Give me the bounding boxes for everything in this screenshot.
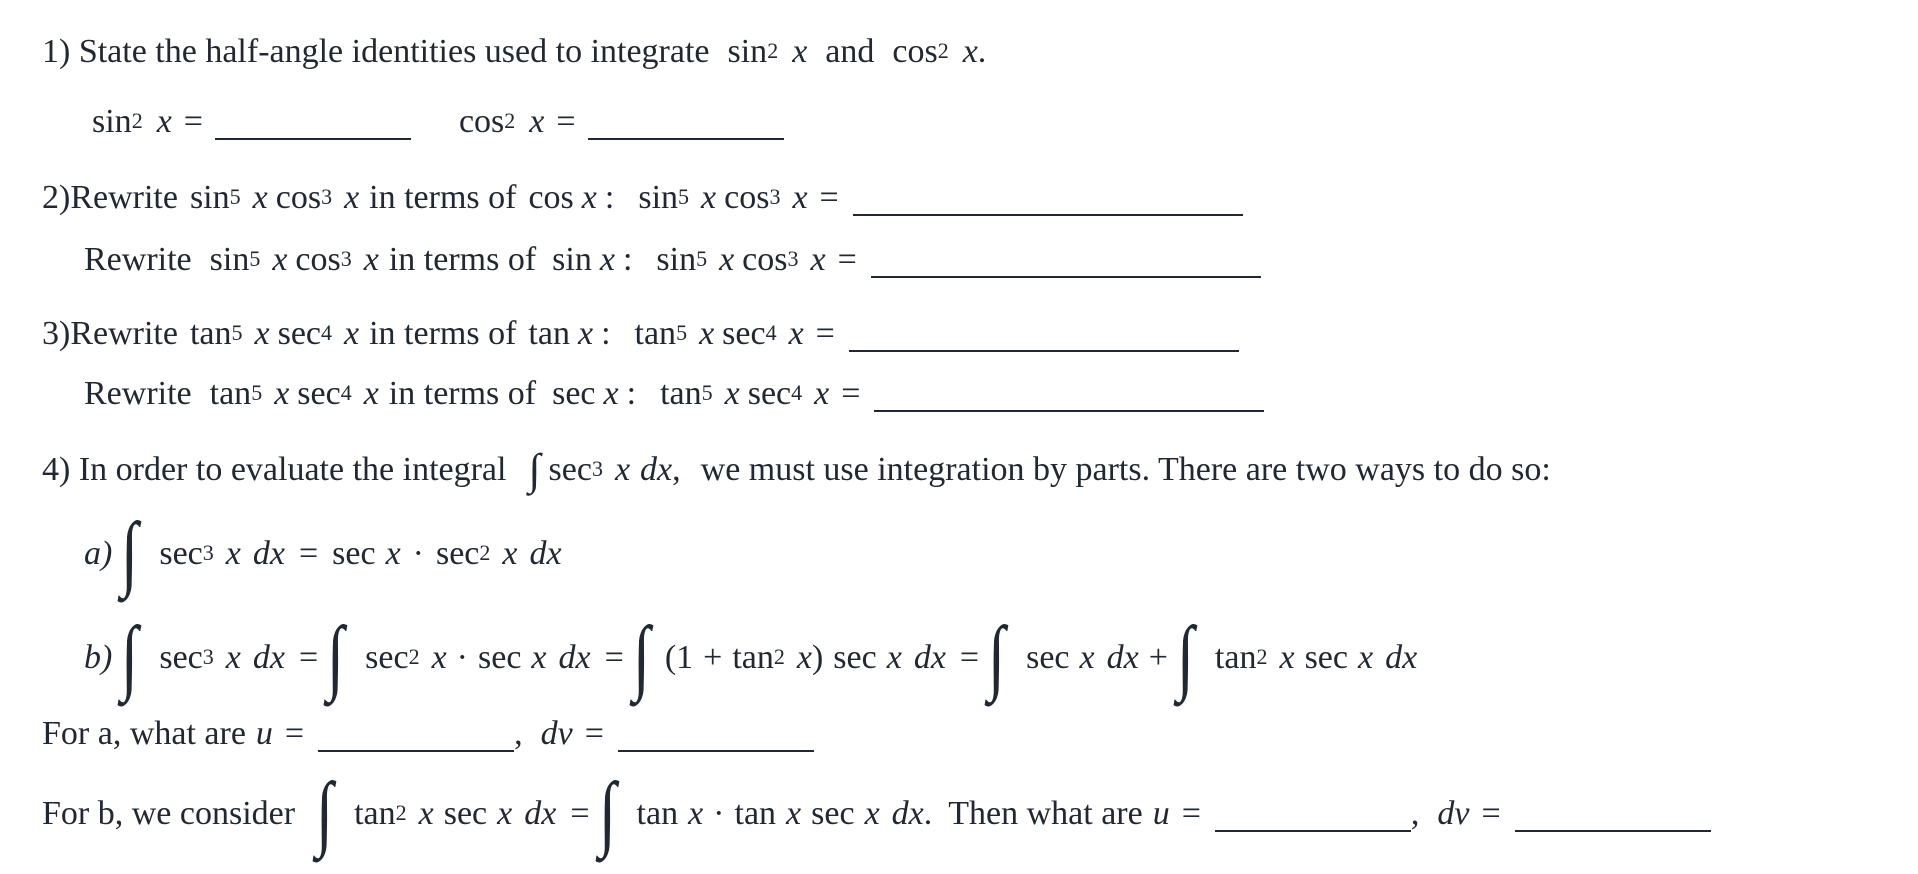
q4b-eq-2: = — [604, 639, 624, 676]
q4b-dx-1: dx — [252, 639, 285, 676]
q4-for-b-eq-2: = — [1181, 795, 1201, 832]
q4-for-b-x-2: x — [497, 795, 513, 832]
q4a-x-3: x — [502, 535, 518, 572]
q4-intro-after: we must use integration by parts. There are two ways to do so: — [700, 451, 1551, 488]
q4-intro-x: x — [614, 451, 631, 488]
q3-x-2: x — [344, 315, 360, 352]
q4-for-b-dv: dv — [1437, 795, 1470, 832]
q4-for-b-dx-1: dx — [524, 795, 557, 832]
q3-target-x: x — [577, 315, 594, 352]
q2b-x: x — [272, 241, 288, 278]
q4b-dx-3: dx — [913, 639, 946, 676]
q4-intro-before: 4) In order to evaluate the integral — [42, 451, 507, 488]
q4b-tan-2: tan — [1214, 639, 1257, 676]
q2-eq: = — [819, 179, 839, 216]
q1-period: . — [977, 33, 987, 70]
q1-sin-fn-ans: sin — [92, 103, 132, 140]
q3b-eq: = — [841, 375, 861, 412]
q3-line-a: 3)Rewrite tan $^5$ x sec $^4$ x in terms of tan x : tan $^5$ x sec $^4$ x = — [42, 312, 1239, 356]
q4-intro-comma: , — [672, 451, 681, 488]
q1-and-word: and — [825, 33, 875, 70]
q4-for-a-eq-1: = — [284, 715, 305, 752]
q4-for-b-dv-blank[interactable] — [1515, 829, 1711, 832]
q4b-one: 1 — [676, 639, 694, 676]
q4-for-b-tan: tan — [354, 795, 396, 832]
q2-label-b: Rewrite — [84, 241, 192, 278]
q2-target-x: x — [581, 179, 597, 216]
q4b-rparen: ) — [811, 639, 824, 676]
q4-for-b-then: Then what are — [948, 795, 1143, 832]
q4b-x-3: x — [531, 639, 547, 676]
q4-for-b-x-3: x — [688, 795, 704, 832]
q4-for-b-sec-1: sec — [443, 795, 488, 832]
q4b-x-8: x — [1357, 639, 1374, 676]
q4b-tan-1: tan — [732, 639, 774, 676]
q4-for-b-x-5: x — [864, 795, 880, 832]
q2-cos-blank[interactable] — [853, 213, 1243, 216]
q3b-x: x — [274, 375, 290, 412]
q3-sec-blank[interactable] — [874, 409, 1264, 412]
q2-cos-fn-r: cos — [724, 179, 770, 216]
q4b-dx-5: dx — [1385, 639, 1418, 676]
q3b-target-fn: sec — [552, 375, 596, 412]
q1-answer-line: sin $^2$ x = cos $^2$ x = — [92, 100, 784, 144]
q3-line-b: Rewrite tan $^5$ x sec $^4$ x in terms of sec x : tan $^5$ x sec $^4$ x = — [84, 372, 1264, 416]
q3-in-terms-of: in terms of — [369, 315, 517, 352]
q4-for-b-u: u — [1152, 795, 1170, 832]
q2-target-fn: cos — [528, 179, 574, 216]
q4b-lparen: ( — [664, 639, 677, 676]
q4-for-b-cdot: · — [713, 795, 725, 832]
q2b-in-terms-of: in terms of — [388, 241, 537, 278]
q4a-sec: sec — [159, 535, 203, 572]
q4-for-b-eq-3: = — [1481, 795, 1501, 832]
q4-for-a-text: For a, what are — [42, 715, 246, 752]
q4-for-a-u: u — [255, 715, 273, 752]
q2-line-b: Rewrite sin $^5$ x cos $^3$ x in terms of sin x : sin $^5$ x cos $^3$ x = — [84, 238, 1261, 282]
q4-part-a-line: a) ∫ sec $^3$ x dx = sec x · sec $^2$ x dx — [84, 506, 562, 599]
q2-in-terms-of: in terms of — [369, 179, 517, 216]
q3b-sec-fn: sec — [297, 375, 341, 412]
q2-sin-fn: sin — [189, 179, 230, 216]
q4b-eq-1: = — [298, 639, 319, 676]
q3-eq: = — [815, 315, 835, 352]
q1-cos-blank[interactable] — [588, 137, 784, 140]
q1-x-var-2: x — [962, 33, 978, 70]
q4-for-b-line: For b, we consider ∫ tan $^2$ x sec x dx = ∫ tan x · tan x sec x dx . Then what are u = , dv = — [42, 792, 1711, 836]
q2b-sin-fn: sin — [209, 241, 250, 278]
q3-target-fn: tan — [528, 315, 570, 352]
q4-for-b-tan-3: tan — [734, 795, 777, 832]
q3-colon: : — [601, 315, 611, 352]
q4b-sec-2: sec — [365, 639, 409, 676]
q4-for-b-u-blank[interactable] — [1215, 829, 1411, 832]
q4b-sec-5: sec — [1026, 639, 1070, 676]
q4b-eq-3: = — [959, 639, 980, 676]
q3-tan-blank[interactable] — [849, 349, 1239, 352]
q2b-target-fn: sin — [552, 241, 592, 278]
q4b-x-2: x — [431, 639, 447, 676]
q4-for-a-dv-blank[interactable] — [618, 749, 814, 752]
q3-x-r: x — [699, 315, 715, 352]
q3-tan-fn: tan — [189, 315, 232, 352]
q4-intro-line: 4) In order to evaluate the integral ∫ sec $^3$ x dx , we must use integration by parts. There are two ways to do so: — [42, 445, 1551, 494]
q4b-dx-2: dx — [558, 639, 591, 676]
q1-x-ans: x — [156, 103, 172, 140]
q2b-target-x: x — [599, 241, 615, 278]
q2b-x-r: x — [719, 241, 735, 278]
q4-for-a-dv: dv — [540, 715, 573, 752]
q2-colon: : — [604, 179, 615, 216]
q4-for-a-comma: , — [514, 715, 523, 752]
q4-part-b-line: b) ∫ sec $^3$ x dx = ∫ sec $^2$ x · sec x dx = ∫ ( 1 + tan $^2$ x ) sec x dx = ∫ sec x dx + ∫ tan $^2$ x sec x dx — [84, 610, 1418, 703]
q2b-cos-fn-r: cos — [742, 241, 788, 278]
q3-sec-fn-r: sec — [722, 315, 766, 352]
q2b-sin-fn-r: sin — [656, 241, 697, 278]
q3b-target-x: x — [603, 375, 619, 412]
q4a-cdot: · — [412, 535, 424, 572]
q2-label-a: 2)Rewrite — [42, 179, 178, 216]
q4a-dx-2: dx — [529, 535, 562, 572]
q1-cos-fn: cos — [892, 33, 938, 70]
q3b-x-r: x — [724, 375, 740, 412]
q4-for-b-text: For b, we consider — [42, 795, 296, 832]
q4a-sec-3: sec — [435, 535, 480, 572]
q4-intro-dx: dx — [640, 451, 673, 488]
q4a-dx: dx — [252, 535, 285, 572]
q4-for-b-sec-2: sec — [811, 795, 855, 832]
q3b-in-terms-of: in terms of — [388, 375, 537, 412]
q1-eq-1: = — [183, 103, 203, 140]
q2b-x-2: x — [363, 241, 379, 278]
q4-part-b-label: b) — [84, 639, 113, 676]
q4a-x-2: x — [385, 535, 401, 572]
q1-prompt-line: 1) State the half-angle identities used to integrate sin $^2$ x and cos $^2$ x . — [42, 30, 986, 74]
q4b-sec-1: sec — [159, 639, 203, 676]
q1-sin-blank[interactable] — [215, 137, 411, 140]
q2b-colon: : — [622, 241, 633, 278]
q4-for-b-eq-1: = — [570, 795, 590, 832]
q2-x: x — [252, 179, 268, 216]
q4b-x-7: x — [1279, 639, 1295, 676]
q4b-plus-1: + — [703, 639, 723, 676]
q4b-cdot: · — [456, 639, 468, 676]
q1-x-var: x — [792, 33, 808, 70]
q4b-x-6: x — [1079, 639, 1095, 676]
q4b-x-1: x — [225, 639, 241, 676]
q2b-x-r2: x — [810, 241, 826, 278]
q3-sec-fn: sec — [277, 315, 322, 352]
q4a-sec-2: sec — [332, 535, 376, 572]
q3-x-r2: x — [788, 315, 804, 352]
q3b-colon: : — [626, 375, 637, 412]
q4-intro-sec: sec — [548, 451, 592, 488]
q4-for-b-x-1: x — [418, 795, 434, 832]
q3b-x-r2: x — [814, 375, 830, 412]
q4b-dx-4: dx — [1106, 639, 1139, 676]
q1-sin-fn: sin — [727, 33, 768, 70]
q3b-sec-fn-r: sec — [747, 375, 792, 412]
q1-x-ans-2: x — [529, 103, 545, 140]
q4-for-b-tan-2: tan — [636, 795, 679, 832]
q2b-cos-fn: cos — [295, 241, 341, 278]
q4-for-a-line — [42, 712, 814, 756]
q4a-x: x — [225, 535, 241, 572]
q1-prompt-text: 1) State the half-angle identities used to integrate — [42, 33, 710, 70]
q3-label-a: 3)Rewrite — [42, 315, 178, 352]
q2-line-a: 2)Rewrite sin $^5$ x cos $^3$ x in terms of cos x : sin $^5$ x cos $^3$ x = — [42, 176, 1243, 220]
q4-for-a-u-blank[interactable] — [318, 749, 514, 752]
q4b-plus-2: + — [1148, 639, 1168, 676]
q4-for-b-comma: , — [1410, 795, 1420, 832]
q4b-sec-6: sec — [1304, 639, 1348, 676]
q3-tan-fn-r: tan — [634, 315, 677, 352]
q2-sin-fn-r: sin — [638, 179, 679, 216]
q2-x-2: x — [344, 179, 360, 216]
q2-sin-blank[interactable] — [871, 275, 1261, 278]
q3b-x-2: x — [363, 375, 379, 412]
q2-cos-fn: cos — [275, 179, 322, 216]
q1-cos-fn-ans: cos — [458, 103, 505, 140]
q4-for-a-eq-2: = — [584, 715, 604, 752]
q4-part-a-label: a) — [84, 535, 113, 572]
q4-for-b-x-4: x — [786, 795, 802, 832]
q1-eq-2: = — [556, 103, 576, 140]
q2b-eq: = — [837, 241, 857, 278]
q3b-tan-fn-r: tan — [660, 375, 702, 412]
q4-for-b-period: . — [923, 795, 933, 832]
q3-x: x — [254, 315, 270, 352]
q4-for-b-dx-2: dx — [891, 795, 924, 832]
q4b-x-4: x — [796, 639, 812, 676]
q3-label-b: Rewrite — [84, 375, 192, 412]
q3b-tan-fn: tan — [209, 375, 252, 412]
q4b-sec-4: sec — [833, 639, 877, 676]
q4b-sec-3: sec — [478, 639, 522, 676]
q2-x-r: x — [701, 179, 717, 216]
q4b-x-5: x — [886, 639, 902, 676]
q2-x-r2: x — [792, 179, 808, 216]
q4a-eq: = — [298, 535, 319, 572]
